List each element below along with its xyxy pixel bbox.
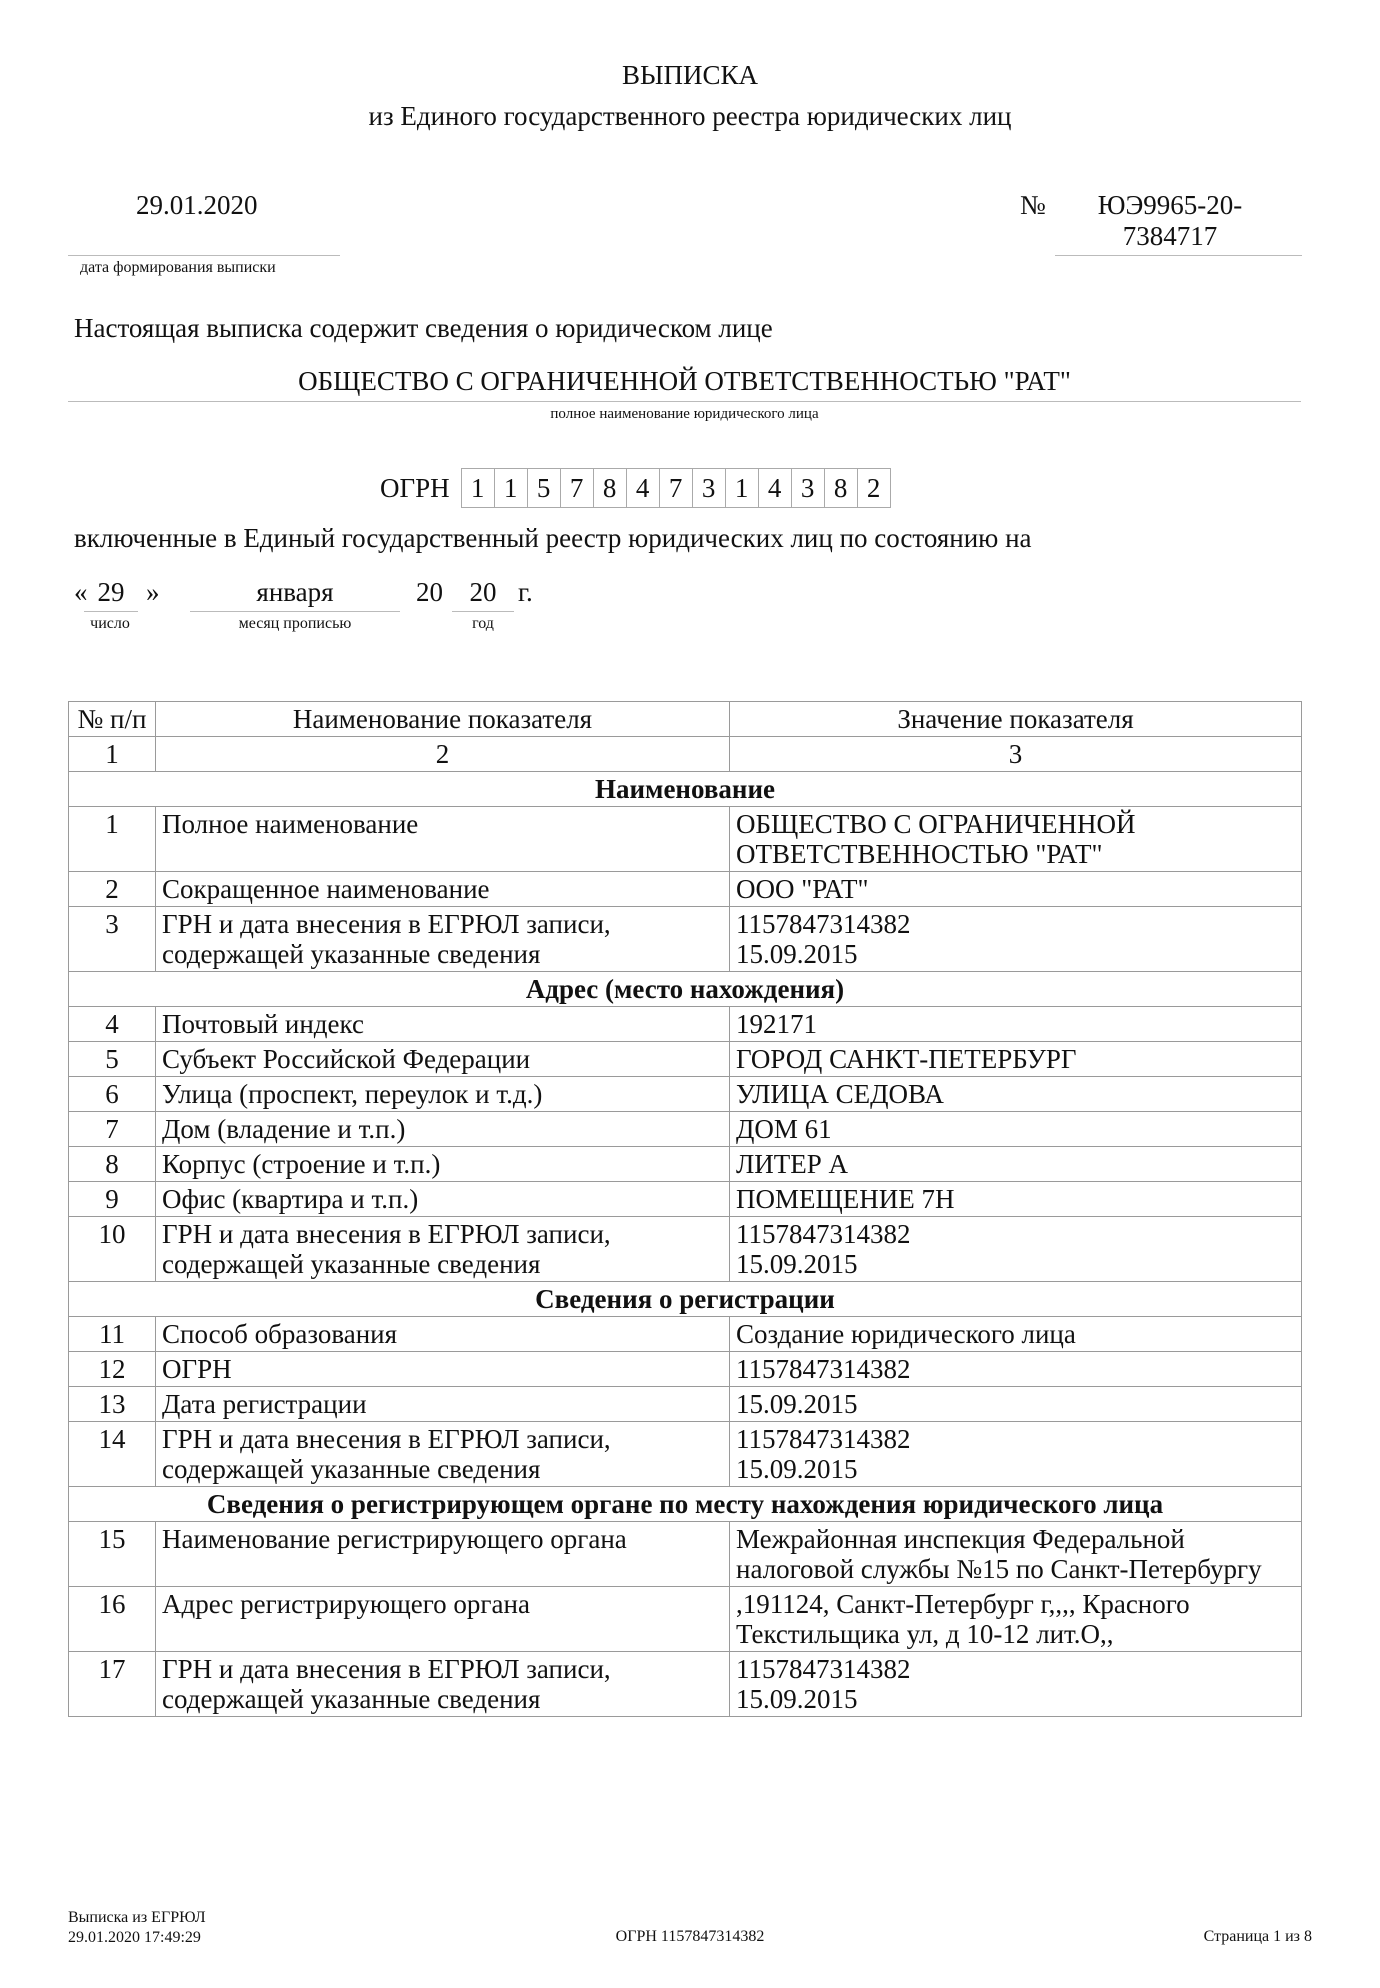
table-row — [69, 1387, 1302, 1422]
table-row — [69, 1182, 1302, 1217]
row-number: 2 — [69, 872, 156, 907]
ogrn-digit-cell: 8 — [824, 468, 858, 508]
ogrn-digit-cell: 1 — [461, 468, 495, 508]
section-header-row — [69, 1282, 1302, 1317]
year-caption: год — [472, 615, 494, 632]
indicator-name: Наименование регистрирующего органа — [156, 1522, 730, 1587]
day-quote-open: « — [74, 577, 88, 607]
table-row — [69, 1587, 1302, 1652]
document-title: ВЫПИСКА — [621, 60, 759, 90]
state-year: 20 — [469, 577, 497, 607]
section-header-row — [69, 1487, 1302, 1522]
indicator-name: Способ образования — [156, 1317, 730, 1352]
indicator-value: 1157847314382 15.09.2015 — [730, 1422, 1302, 1487]
indicator-name: Улица (проспект, переулок и т.д.) — [156, 1077, 730, 1112]
indicator-name: ГРН и дата внесения в ЕГРЮЛ записи, содержащей указанные сведения — [156, 907, 730, 972]
state-year-suffix: г. — [518, 577, 533, 607]
column-number-row — [69, 737, 1302, 772]
month-underline — [190, 611, 400, 612]
footer-page-number: Страница 1 из 8 — [1203, 1928, 1312, 1945]
row-number: 12 — [69, 1352, 156, 1387]
table-row — [69, 1352, 1302, 1387]
indicator-value: УЛИЦА СЕДОВА — [730, 1077, 1302, 1112]
day-underline — [84, 611, 138, 612]
document-subtitle: из Единого государственного реестра юридических лиц — [368, 101, 1012, 131]
section-header-row — [69, 972, 1302, 1007]
indicator-value: 1157847314382 — [730, 1352, 1302, 1387]
indicator-value: Межрайонная инспекция Федеральной налоговой службы №15 по Санкт-Петербургу — [730, 1522, 1302, 1587]
column-number: 1 — [69, 737, 156, 772]
section-title: Сведения о регистрирующем органе по месту нахождения юридического лица — [69, 1487, 1302, 1522]
date-underline — [68, 255, 340, 256]
year-underline — [452, 611, 514, 612]
indicator-value: 15.09.2015 — [730, 1387, 1302, 1422]
ogrn-digit-cell: 4 — [758, 468, 792, 508]
indicator-value: ,191124, Санкт-Петербург г,,,, Красного Текстильщика ул, д 10-12 лит.О,, — [730, 1587, 1302, 1652]
footer-source — [68, 1908, 206, 1948]
indicator-value: ГОРОД САНКТ-ПЕТЕРБУРГ — [730, 1042, 1302, 1077]
indicator-name: Дата регистрации — [156, 1387, 730, 1422]
row-number: 4 — [69, 1007, 156, 1042]
indicator-name: Субъект Российской Федерации — [156, 1042, 730, 1077]
indicator-name: Корпус (строение и т.п.) — [156, 1147, 730, 1182]
row-number: 11 — [69, 1317, 156, 1352]
ogrn-digit-cell: 4 — [626, 468, 660, 508]
table-row — [69, 1077, 1302, 1112]
row-number: 9 — [69, 1182, 156, 1217]
column-header: Наименование показателя — [156, 702, 730, 737]
row-number: 1 — [69, 807, 156, 872]
ogrn-digit-cell: 1 — [725, 468, 759, 508]
indicator-value: Создание юридического лица — [730, 1317, 1302, 1352]
ogrn-label: ОГРН — [380, 472, 450, 503]
table-row — [69, 807, 1302, 872]
indicator-name: Полное наименование — [156, 807, 730, 872]
extract-number-line1: ЮЭ9965-20- — [1097, 190, 1243, 220]
indicator-name: ГРН и дата внесения в ЕГРЮЛ записи, содержащей указанные сведения — [156, 1217, 730, 1282]
table-row — [69, 907, 1302, 972]
state-as-of-text: включенные в Единый государственный реестр юридических лиц по состоянию на — [74, 523, 1032, 553]
row-number: 3 — [69, 907, 156, 972]
table-row — [69, 1422, 1302, 1487]
section-title: Сведения о регистрации — [69, 1282, 1302, 1317]
column-header: Значение показателя — [730, 702, 1302, 737]
table-row — [69, 1652, 1302, 1717]
row-number: 15 — [69, 1522, 156, 1587]
number-sign: № — [1020, 190, 1046, 220]
row-number: 17 — [69, 1652, 156, 1717]
indicator-name: Адрес регистрирующего органа — [156, 1587, 730, 1652]
section-header-row — [69, 772, 1302, 807]
table-row — [69, 872, 1302, 907]
table-row — [69, 1112, 1302, 1147]
table-row — [69, 1007, 1302, 1042]
extract-number-line2: 7384717 — [1122, 221, 1218, 251]
issue-date: 29.01.2020 — [136, 190, 258, 220]
indicator-value: 1157847314382 15.09.2015 — [730, 1217, 1302, 1282]
indicator-name: ГРН и дата внесения в ЕГРЮЛ записи, содержащей указанные сведения — [156, 1652, 730, 1717]
ogrn-digit-cell: 8 — [593, 468, 627, 508]
indicator-value: ОБЩЕСТВО С ОГРАНИЧЕННОЙ ОТВЕТСТВЕННОСТЬЮ "РАТ" — [730, 807, 1302, 872]
indicator-value: 1157847314382 15.09.2015 — [730, 1652, 1302, 1717]
intro-text: Настоящая выписка содержит сведения о юридическом лице — [74, 313, 773, 343]
ogrn-digit-cell: 7 — [659, 468, 693, 508]
state-day: 29 — [97, 577, 125, 607]
register-data-table — [68, 701, 1302, 1717]
row-number: 14 — [69, 1422, 156, 1487]
footer-source-title: Выписка из ЕГРЮЛ — [68, 1909, 206, 1926]
state-century: 20 — [416, 577, 443, 607]
indicator-name: Офис (квартира и т.п.) — [156, 1182, 730, 1217]
ogrn-boxes — [380, 468, 891, 508]
ogrn-digit-cell: 3 — [791, 468, 825, 508]
indicator-value: ДОМ 61 — [730, 1112, 1302, 1147]
section-title: Адрес (место нахождения) — [69, 972, 1302, 1007]
table-row — [69, 1042, 1302, 1077]
day-quote-close: » — [146, 577, 160, 607]
row-number: 13 — [69, 1387, 156, 1422]
ogrn-digit-cell: 3 — [692, 468, 726, 508]
entity-name-underline — [68, 401, 1301, 402]
row-number: 16 — [69, 1587, 156, 1652]
ogrn-digit-cell: 1 — [494, 468, 528, 508]
footer-ogrn: ОГРН 1157847314382 — [615, 1928, 765, 1945]
ogrn-digit-cells — [462, 468, 891, 508]
ogrn-digit-cell: 5 — [527, 468, 561, 508]
row-number: 6 — [69, 1077, 156, 1112]
indicator-value: ПОМЕЩЕНИЕ 7Н — [730, 1182, 1302, 1217]
indicator-name: Дом (владение и т.п.) — [156, 1112, 730, 1147]
month-caption: месяц прописью — [238, 615, 352, 632]
table-row — [69, 1522, 1302, 1587]
day-caption: число — [90, 615, 130, 632]
column-header: № п/п — [69, 702, 156, 737]
ogrn-digit-cell: 7 — [560, 468, 594, 508]
table-row — [69, 1217, 1302, 1282]
section-title: Наименование — [69, 772, 1302, 807]
row-number: 8 — [69, 1147, 156, 1182]
entity-name-caption: полное наименование юридического лица — [550, 406, 819, 422]
number-underline — [1055, 255, 1302, 256]
indicator-name: Почтовый индекс — [156, 1007, 730, 1042]
issue-date-caption: дата формирования выписки — [80, 259, 276, 276]
row-number: 5 — [69, 1042, 156, 1077]
indicator-name: ГРН и дата внесения в ЕГРЮЛ записи, содержащей указанные сведения — [156, 1422, 730, 1487]
indicator-value: 192171 — [730, 1007, 1302, 1042]
footer-timestamp: 29.01.2020 17:49:29 — [68, 1929, 201, 1946]
table-header-row — [69, 702, 1302, 737]
entity-full-name: ОБЩЕСТВО С ОГРАНИЧЕННОЙ ОТВЕТСТВЕННОСТЬЮ "РАТ" — [298, 366, 1071, 396]
table-row — [69, 1147, 1302, 1182]
state-month: января — [256, 577, 334, 607]
ogrn-digit-cell: 2 — [857, 468, 891, 508]
indicator-value: ООО "РАТ" — [730, 872, 1302, 907]
indicator-value: ЛИТЕР А — [730, 1147, 1302, 1182]
indicator-name: Сокращенное наименование — [156, 872, 730, 907]
table-row — [69, 1317, 1302, 1352]
column-number: 3 — [730, 737, 1302, 772]
column-number: 2 — [156, 737, 730, 772]
row-number: 7 — [69, 1112, 156, 1147]
indicator-name: ОГРН — [156, 1352, 730, 1387]
indicator-value: 1157847314382 15.09.2015 — [730, 907, 1302, 972]
row-number: 10 — [69, 1217, 156, 1282]
